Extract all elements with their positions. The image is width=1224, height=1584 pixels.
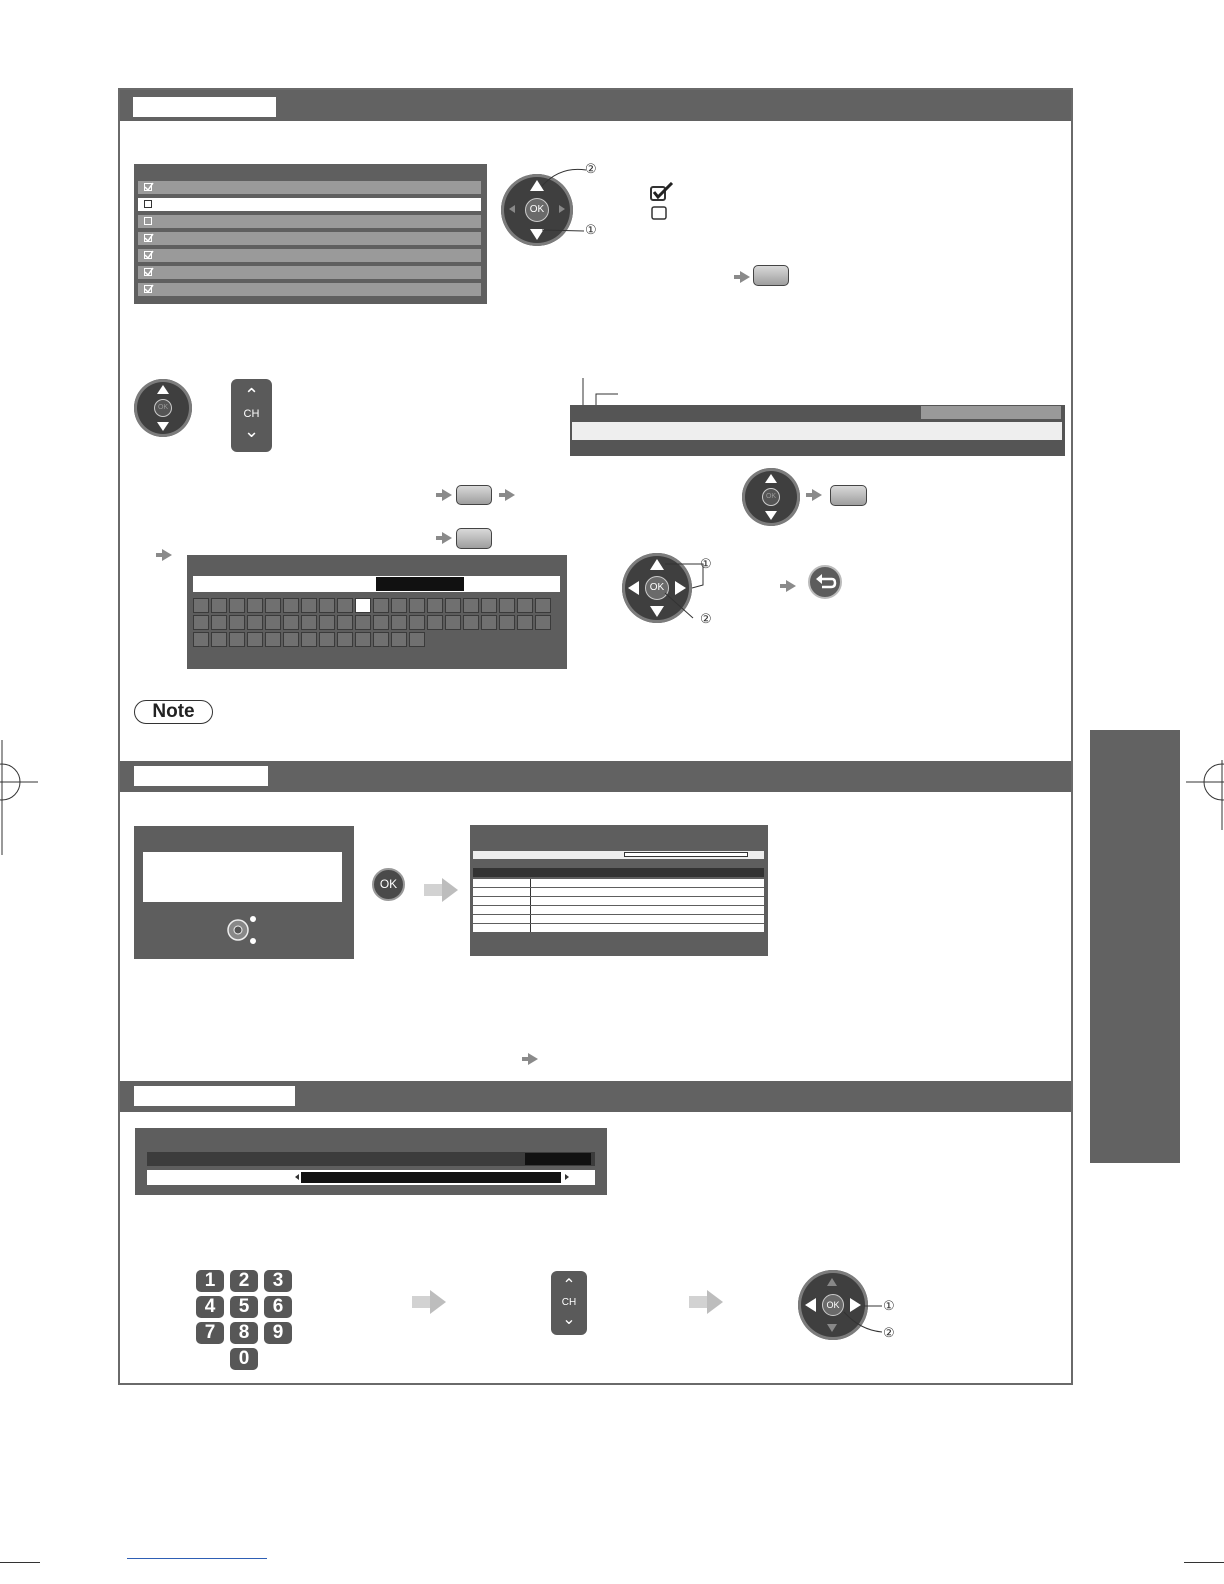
step-number: ②: [883, 1325, 895, 1340]
table-search-row: [473, 851, 764, 859]
down-arrow-icon: [827, 1324, 837, 1332]
search-input[interactable]: [624, 852, 748, 857]
keyboard-key[interactable]: [355, 598, 371, 613]
channel-list-row[interactable]: [138, 249, 481, 262]
next-arrow-icon: [812, 489, 822, 501]
step-number: ②: [700, 611, 712, 626]
channel-list-row[interactable]: [138, 198, 481, 211]
next-arrow-icon: [786, 580, 796, 592]
edit-input-field[interactable]: [301, 1172, 561, 1183]
keyboard-key[interactable]: [283, 598, 299, 613]
channel-edit-bar: [135, 1128, 607, 1195]
keyboard-key[interactable]: [517, 598, 533, 613]
footer-line: [127, 1558, 267, 1559]
message-dialog: [134, 826, 354, 959]
keyboard-key[interactable]: [337, 598, 353, 613]
return-icon: [810, 567, 840, 597]
checked-box-icon: [144, 234, 152, 242]
number-key-5[interactable]: 5: [230, 1296, 258, 1318]
step-leader-lines: [540, 158, 610, 248]
table-row[interactable]: [473, 906, 764, 914]
channel-list-menu: [134, 164, 487, 304]
checked-box-icon: [144, 251, 152, 259]
return-button[interactable]: [808, 565, 842, 599]
checked-box-icon: [650, 182, 676, 202]
section-header-bar: [120, 90, 1071, 121]
keyboard-key[interactable]: [265, 615, 281, 630]
keyboard-key[interactable]: [247, 632, 263, 647]
keyboard-key[interactable]: [355, 615, 371, 630]
unchecked-box-icon: [651, 206, 669, 222]
message-area: [143, 852, 342, 902]
number-key-3[interactable]: 3: [264, 1270, 292, 1292]
keyboard-key[interactable]: [193, 632, 209, 647]
keyboard-key[interactable]: [427, 615, 443, 630]
next-arrow-icon: [505, 489, 515, 501]
colour-button[interactable]: [456, 485, 492, 505]
left-arrow-icon: [805, 1298, 816, 1312]
crop-mark: [0, 1562, 40, 1563]
column-divider: [530, 915, 531, 923]
ok-button[interactable]: OK: [822, 1294, 844, 1316]
table-header-row: [473, 868, 764, 877]
registration-mark-left: [0, 740, 40, 860]
dpad-remote-small: [742, 468, 800, 526]
section-title-box: [133, 97, 276, 117]
ok-button[interactable]: OK: [372, 868, 405, 901]
keyboard-key[interactable]: [373, 598, 389, 613]
keyboard-key[interactable]: [481, 615, 497, 630]
keyboard-key[interactable]: [283, 615, 299, 630]
keyboard-key[interactable]: [301, 615, 317, 630]
left-arrow-icon: [509, 205, 515, 213]
down-arrow-icon: [765, 511, 777, 520]
column-divider: [530, 924, 531, 932]
left-arrow-icon: [628, 581, 639, 595]
down-arrow-icon: [157, 422, 169, 431]
keyboard-key[interactable]: [445, 615, 461, 630]
checked-box-icon: [144, 285, 152, 293]
next-arrow-icon: [740, 271, 750, 283]
section-title-box: [134, 766, 268, 786]
keyboard-key[interactable]: [211, 598, 227, 613]
channel-rocker[interactable]: [231, 379, 272, 452]
up-arrow-icon: [827, 1278, 837, 1286]
column-divider: [530, 879, 531, 887]
keyboard-key[interactable]: [355, 632, 371, 647]
keyboard-key[interactable]: [499, 598, 515, 613]
colour-button[interactable]: [456, 528, 492, 549]
keyboard-key[interactable]: [391, 598, 407, 613]
ok-button[interactable]: OK: [645, 576, 669, 600]
next-arrow-icon: [442, 532, 452, 544]
table-row[interactable]: [473, 897, 764, 905]
keyboard-key[interactable]: [211, 632, 227, 647]
number-key-4[interactable]: 4: [196, 1296, 224, 1318]
keyboard-key[interactable]: [265, 632, 281, 647]
keyboard-key[interactable]: [427, 598, 443, 613]
keyboard-key[interactable]: [445, 598, 461, 613]
table-row[interactable]: [473, 915, 764, 923]
number-key-2[interactable]: 2: [230, 1270, 258, 1292]
character-keyboard: [187, 555, 567, 669]
channel-list-row[interactable]: [138, 181, 481, 194]
channel-list-row[interactable]: [138, 215, 481, 228]
checked-box-icon: [144, 268, 152, 276]
table-row[interactable]: [473, 888, 764, 896]
right-arrow-icon[interactable]: [565, 1174, 569, 1180]
crop-mark: [1184, 1562, 1224, 1563]
keyboard-key[interactable]: [211, 615, 227, 630]
edit-row-top: [147, 1152, 595, 1166]
keyboard-key[interactable]: [319, 598, 335, 613]
keyboard-key[interactable]: [337, 632, 353, 647]
keyboard-key[interactable]: [373, 615, 389, 630]
keyboard-key[interactable]: [229, 598, 245, 613]
keyboard-key[interactable]: [463, 615, 479, 630]
channel-list-row[interactable]: [138, 283, 481, 296]
next-arrow-icon: [528, 1053, 538, 1065]
number-key-9[interactable]: 9: [264, 1322, 292, 1344]
keyboard-key[interactable]: [283, 632, 299, 647]
keyboard-key[interactable]: [319, 615, 335, 630]
column-divider: [530, 888, 531, 896]
section-title-box: [134, 1086, 295, 1106]
up-arrow-icon: [765, 474, 777, 483]
keyboard-key[interactable]: [391, 632, 407, 647]
column-divider: [530, 897, 531, 905]
side-tab: [1090, 730, 1180, 1163]
keyboard-key[interactable]: [391, 615, 407, 630]
callout-lines: [578, 378, 628, 408]
keyboard-key[interactable]: [193, 615, 209, 630]
keyboard-key[interactable]: [535, 615, 551, 630]
left-arrow-icon[interactable]: [295, 1174, 299, 1180]
keyboard-key[interactable]: [265, 598, 281, 613]
keyboard-key[interactable]: [409, 615, 425, 630]
keyboard-key[interactable]: [301, 632, 317, 647]
step-number: ①: [883, 1298, 895, 1313]
chevron-up-icon: ⌃: [243, 385, 260, 405]
channel-label: CH: [561, 1297, 577, 1308]
chevron-down-icon: ⌄: [562, 1311, 576, 1328]
column-divider: [530, 906, 531, 914]
keyboard-key[interactable]: [373, 632, 389, 647]
number-key-1[interactable]: 1: [196, 1270, 224, 1292]
channel-table-dialog: [470, 825, 768, 956]
unchecked-box-icon: [144, 217, 152, 225]
edit-value-box: [525, 1153, 591, 1165]
banner-row: [572, 422, 1062, 440]
keyboard-key[interactable]: [247, 615, 263, 630]
name-input-field[interactable]: [193, 576, 560, 592]
step-number: ①: [700, 556, 712, 571]
keyboard-key[interactable]: [499, 615, 515, 630]
dpad-remote-small: [134, 379, 192, 437]
keyboard-key[interactable]: [481, 598, 497, 613]
info-banner: [570, 405, 1065, 456]
edit-row-bottom[interactable]: [147, 1170, 595, 1185]
channel-list-row[interactable]: [138, 232, 481, 245]
number-key-0[interactable]: 0: [230, 1348, 258, 1370]
ok-button[interactable]: OK: [762, 488, 780, 506]
keyboard-key[interactable]: [229, 632, 245, 647]
colour-button[interactable]: [830, 485, 867, 506]
step-number: ①: [585, 222, 597, 237]
channel-label: CH: [243, 408, 260, 420]
number-key-8[interactable]: 8: [230, 1322, 258, 1344]
number-key-7[interactable]: 7: [196, 1322, 224, 1344]
keyboard-key[interactable]: [229, 615, 245, 630]
colour-button[interactable]: [753, 265, 789, 286]
checked-box-icon: [144, 183, 152, 191]
channel-rocker[interactable]: [551, 1271, 587, 1335]
step-number: ②: [585, 161, 597, 176]
next-arrow-icon: [442, 878, 458, 902]
keyboard-key[interactable]: [247, 598, 263, 613]
table-row[interactable]: [473, 924, 764, 932]
number-keypad: [196, 1270, 296, 1370]
channel-list-row[interactable]: [138, 266, 481, 279]
unchecked-box-icon: [144, 200, 152, 208]
input-cursor-highlight: [376, 577, 464, 591]
section-header-bar: [120, 1081, 1071, 1112]
chevron-down-icon: ⌄: [243, 421, 260, 441]
keyboard-key[interactable]: [535, 598, 551, 613]
registration-mark-right: [1186, 740, 1224, 830]
keyboard-key[interactable]: [517, 615, 533, 630]
note-label: Note: [134, 700, 213, 724]
keyboard-key[interactable]: [193, 598, 209, 613]
ok-button[interactable]: OK: [154, 399, 172, 417]
keyboard-key[interactable]: [409, 598, 425, 613]
keyboard-key[interactable]: [409, 632, 425, 647]
table-row[interactable]: [473, 879, 764, 887]
ok-button[interactable]: OK: [525, 198, 549, 222]
section-header-bar: [120, 761, 1071, 792]
keyboard-key[interactable]: [301, 598, 317, 613]
next-arrow-icon: [430, 1290, 446, 1314]
number-key-6[interactable]: 6: [264, 1296, 292, 1318]
chevron-up-icon: ⌃: [562, 1277, 576, 1294]
up-arrow-icon: [157, 385, 169, 394]
keyboard-key[interactable]: [337, 615, 353, 630]
next-arrow-icon: [162, 549, 172, 561]
banner-highlight: [921, 406, 1061, 419]
keyboard-key[interactable]: [319, 632, 335, 647]
dpad-mini-icon: [220, 914, 260, 946]
next-arrow-icon: [707, 1290, 723, 1314]
keyboard-key[interactable]: [463, 598, 479, 613]
next-arrow-icon: [442, 489, 452, 501]
